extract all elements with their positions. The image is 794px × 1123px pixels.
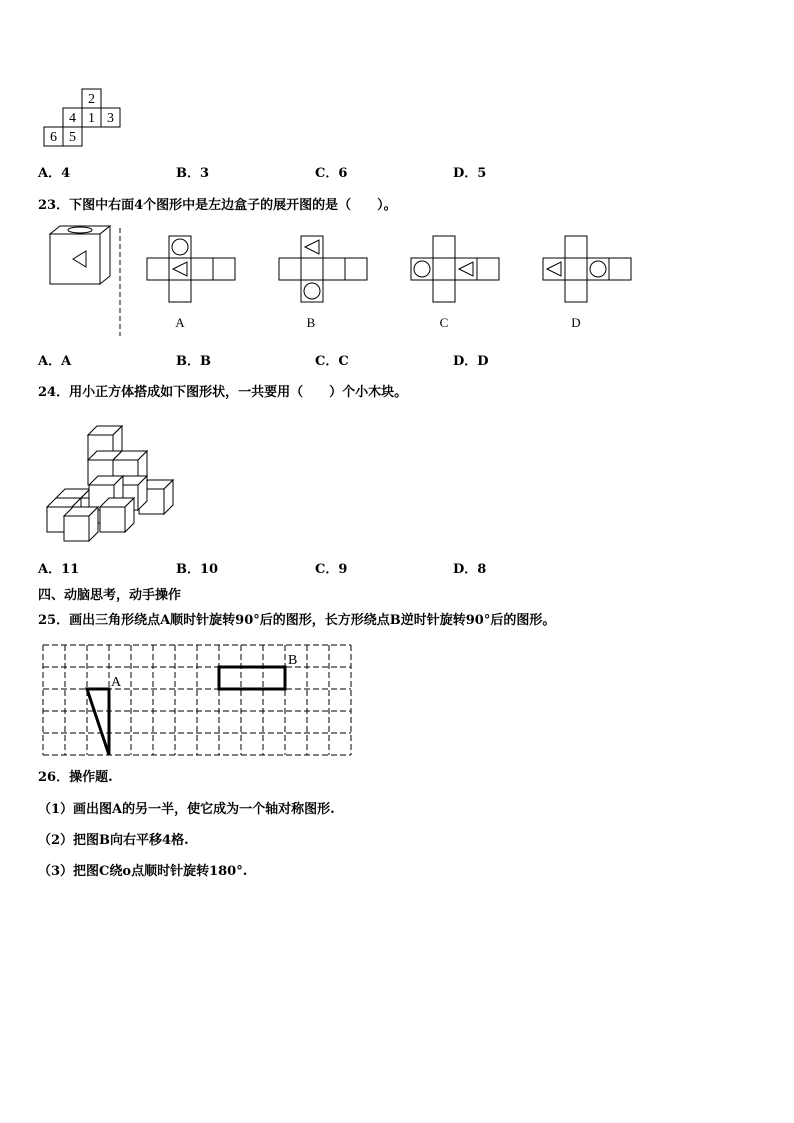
- q25-stem: 25．画出三角形绕点A顺时针旋转90°后的图形，长方形绕点B逆时针旋转90°后的图形。: [38, 613, 556, 628]
- q23-figure: [40, 224, 660, 340]
- net-a-label: A: [175, 315, 185, 330]
- q23-option-a[interactable]: A．A: [38, 354, 72, 369]
- q23-option-b[interactable]: B．B: [176, 354, 211, 369]
- net-cell-4: 4: [69, 111, 76, 126]
- net-c-label: C: [439, 315, 449, 330]
- q23-option-c[interactable]: C．C: [315, 354, 349, 369]
- triangle-shape: [87, 689, 109, 755]
- net-a[interactable]: [147, 236, 235, 302]
- q23-option-d[interactable]: D．D: [453, 354, 489, 369]
- q24-option-c[interactable]: C．9: [315, 562, 348, 577]
- q24-stem: 24．用小正方体搭成如下图形状，一共要用（ ）个小木块。: [38, 385, 408, 400]
- q26-item-1: （1）画出图A的另一半，使它成为一个轴对称图形.: [38, 802, 335, 817]
- box-cube-icon: [50, 226, 110, 284]
- cube-net-figure: [40, 86, 130, 148]
- q24-option-a[interactable]: A．11: [38, 562, 80, 577]
- net-cell-5: 5: [69, 130, 76, 145]
- q23-stem: 23．下图中右面4个图形中是左边盒子的展开图的是（ ）。: [38, 198, 397, 213]
- q26-item-3: （3）把图C绕o点顺时针旋转180°.: [38, 864, 248, 879]
- net-cell-1: 1: [88, 111, 95, 126]
- net-cell-2: 2: [88, 92, 95, 107]
- q24-option-d[interactable]: D．8: [453, 562, 487, 577]
- net-cell-6: 6: [50, 130, 57, 145]
- q26-item-2: （2）把图B向右平移4格.: [38, 833, 189, 848]
- cube-stack-figure: [40, 420, 190, 542]
- net-d[interactable]: [543, 236, 631, 302]
- net-b-label: B: [306, 315, 316, 330]
- net-b[interactable]: [279, 236, 367, 302]
- q22-option-a[interactable]: A．4: [38, 166, 71, 181]
- net-d-label: D: [571, 315, 581, 330]
- point-b-label: B: [288, 653, 298, 668]
- q26-stem: 26．操作题.: [38, 770, 113, 785]
- q22-option-c[interactable]: C．6: [315, 166, 348, 181]
- net-c[interactable]: [411, 236, 499, 302]
- rotation-grid-figure: [40, 642, 358, 760]
- rectangle-shape: [219, 667, 285, 689]
- q22-option-d[interactable]: D．5: [453, 166, 487, 181]
- q22-option-b[interactable]: B．3: [176, 166, 210, 181]
- q24-option-b[interactable]: B．10: [176, 562, 219, 577]
- section-title: 四、动脑思考，动手操作: [38, 588, 182, 603]
- net-cell-3: 3: [107, 111, 114, 126]
- point-a-label: A: [111, 675, 122, 690]
